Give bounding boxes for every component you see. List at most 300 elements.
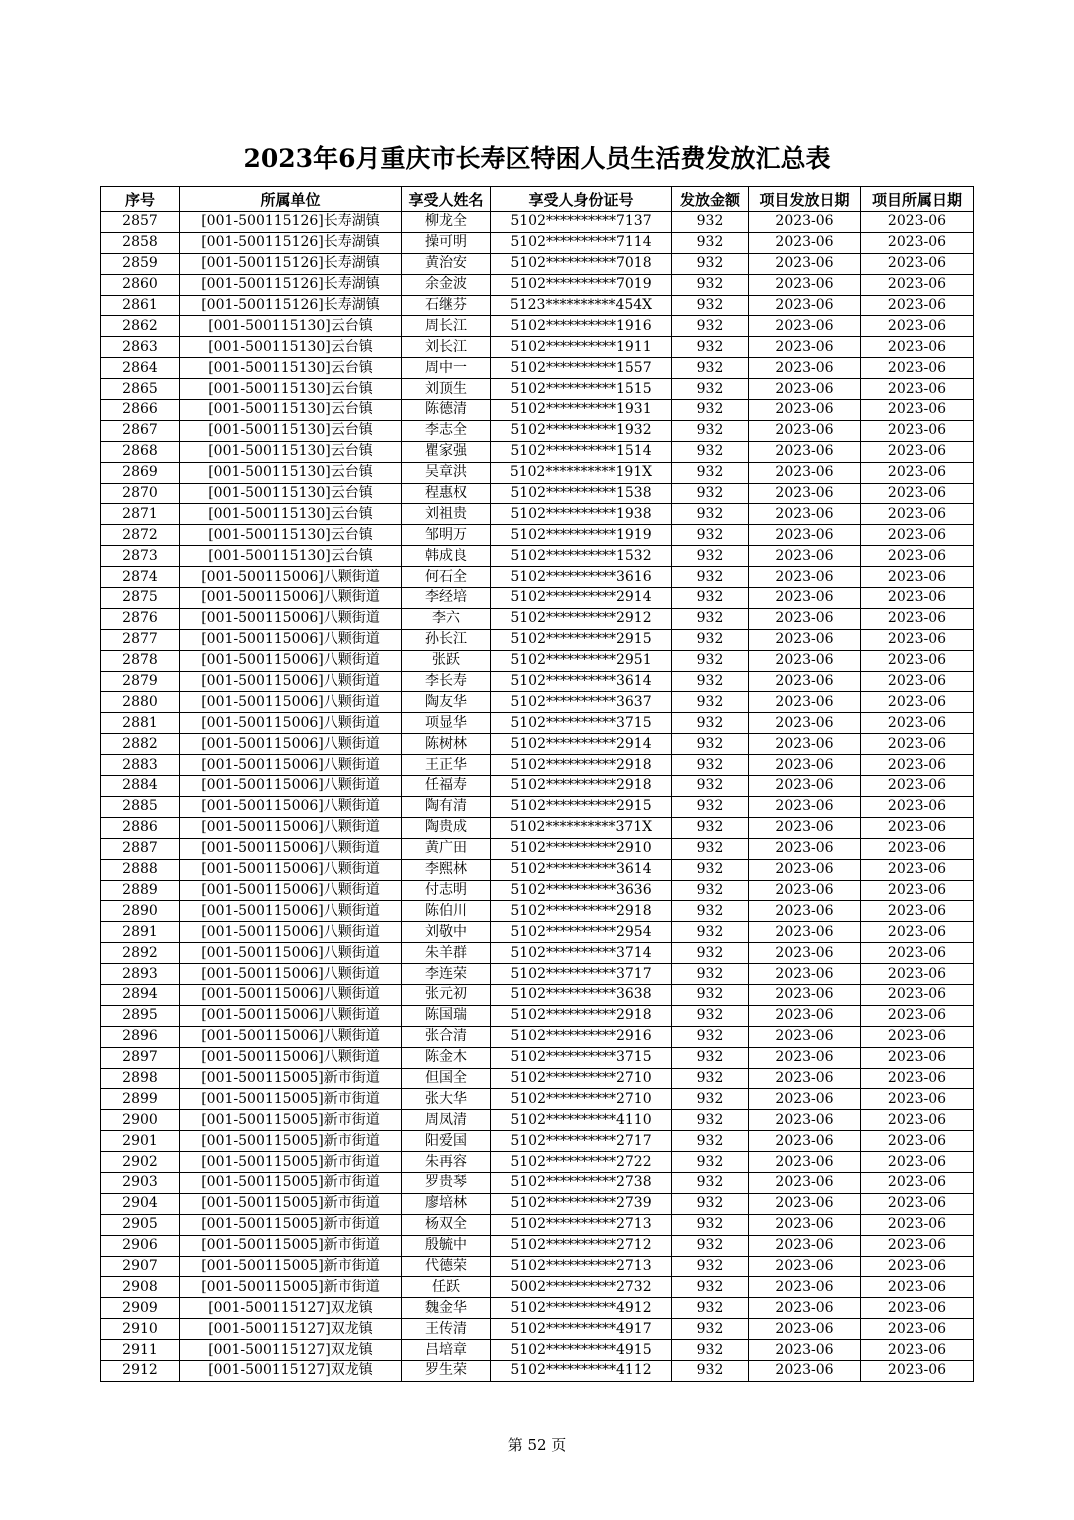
unit-cell: [001-500115130]云台镇 [180,441,402,462]
serial-number-cell: 2861 [101,295,180,316]
column-header: 序号 [101,187,180,212]
id-number-cell: 5102**********2738 [491,1172,672,1193]
unit-cell: [001-500115130]云台镇 [180,546,402,567]
name-cell: 韩成良 [402,546,491,567]
unit-cell: [001-500115005]新市街道 [180,1214,402,1235]
serial-number-cell: 2859 [101,253,180,274]
amount-cell: 932 [672,1152,749,1173]
table-row [101,776,974,797]
serial-number-cell: 2912 [101,1360,180,1381]
serial-number-cell: 2878 [101,650,180,671]
column-header: 所属单位 [180,187,402,212]
name-cell: 刘敬中 [402,922,491,943]
table-row [101,1298,974,1319]
issue-date-cell: 2023-06 [749,650,861,671]
table-row [101,525,974,546]
name-cell: 柳龙全 [402,212,491,233]
table-row [101,274,974,295]
amount-cell: 932 [672,838,749,859]
page-title: 2023年6月重庆市长寿区特困人员生活费发放汇总表 [243,144,831,173]
serial-number-cell: 2870 [101,483,180,504]
name-cell: 王正华 [402,755,491,776]
serial-number-cell: 2893 [101,964,180,985]
serial-number-cell: 2892 [101,943,180,964]
name-cell: 周凤清 [402,1110,491,1131]
issue-date-cell: 2023-06 [749,1360,861,1381]
table-row [101,1214,974,1235]
issue-date-cell: 2023-06 [749,964,861,985]
column-header: 项目所属日期 [861,187,974,212]
issue-date-cell: 2023-06 [749,1047,861,1068]
unit-cell: [001-500115126]长寿湖镇 [180,295,402,316]
name-cell: 朱羊群 [402,943,491,964]
issue-date-cell: 2023-06 [749,859,861,880]
name-cell: 李连荣 [402,964,491,985]
issue-date-cell: 2023-06 [749,1152,861,1173]
unit-cell: [001-500115006]八颗街道 [180,901,402,922]
serial-number-cell: 2911 [101,1340,180,1361]
name-cell: 张大华 [402,1089,491,1110]
period-date-cell: 2023-06 [861,922,974,943]
id-number-cell: 5102**********2739 [491,1193,672,1214]
table-row [101,316,974,337]
serial-number-cell: 2872 [101,525,180,546]
issue-date-cell: 2023-06 [749,1340,861,1361]
id-number-cell: 5102**********2713 [491,1256,672,1277]
serial-number-cell: 2867 [101,420,180,441]
serial-number-cell: 2874 [101,567,180,588]
amount-cell: 932 [672,1298,749,1319]
amount-cell: 932 [672,295,749,316]
period-date-cell: 2023-06 [861,1214,974,1235]
unit-cell: [001-500115006]八颗街道 [180,567,402,588]
unit-cell: [001-500115005]新市街道 [180,1068,402,1089]
period-date-cell: 2023-06 [861,1193,974,1214]
id-number-cell: 5102**********7019 [491,274,672,295]
period-date-cell: 2023-06 [861,713,974,734]
issue-date-cell: 2023-06 [749,713,861,734]
period-date-cell: 2023-06 [861,1131,974,1152]
unit-cell: [001-500115006]八颗街道 [180,650,402,671]
id-number-cell: 5102**********1916 [491,316,672,337]
unit-cell: [001-500115126]长寿湖镇 [180,274,402,295]
period-date-cell: 2023-06 [861,1360,974,1381]
serial-number-cell: 2889 [101,880,180,901]
table-row [101,901,974,922]
serial-number-cell: 2888 [101,859,180,880]
issue-date-cell: 2023-06 [749,1089,861,1110]
amount-cell: 932 [672,212,749,233]
amount-cell: 932 [672,1235,749,1256]
amount-cell: 932 [672,441,749,462]
table-row [101,922,974,943]
amount-cell: 932 [672,734,749,755]
id-number-cell: 5102**********4912 [491,1298,672,1319]
amount-cell: 932 [672,232,749,253]
serial-number-cell: 2910 [101,1319,180,1340]
serial-number-cell: 2885 [101,796,180,817]
issue-date-cell: 2023-06 [749,295,861,316]
id-number-cell: 5102**********1932 [491,420,672,441]
period-date-cell: 2023-06 [861,755,974,776]
unit-cell: [001-500115126]长寿湖镇 [180,232,402,253]
id-number-cell: 5102**********7137 [491,212,672,233]
table-row [101,1319,974,1340]
amount-cell: 932 [672,817,749,838]
serial-number-cell: 2890 [101,901,180,922]
id-number-cell: 5002**********2732 [491,1277,672,1298]
unit-cell: [001-500115005]新市街道 [180,1131,402,1152]
period-date-cell: 2023-06 [861,1277,974,1298]
amount-cell: 932 [672,1193,749,1214]
column-header: 享受人姓名 [402,187,491,212]
table-row [101,504,974,525]
name-cell: 刘顶生 [402,379,491,400]
name-cell: 付志明 [402,880,491,901]
period-date-cell: 2023-06 [861,901,974,922]
amount-cell: 932 [672,420,749,441]
serial-number-cell: 2881 [101,713,180,734]
amount-cell: 932 [672,880,749,901]
amount-cell: 932 [672,1214,749,1235]
serial-number-cell: 2875 [101,588,180,609]
issue-date-cell: 2023-06 [749,1110,861,1131]
unit-cell: [001-500115006]八颗街道 [180,629,402,650]
id-number-cell: 5102**********1538 [491,483,672,504]
table-row [101,1360,974,1381]
period-date-cell: 2023-06 [861,588,974,609]
name-cell: 廖培林 [402,1193,491,1214]
issue-date-cell: 2023-06 [749,671,861,692]
issue-date-cell: 2023-06 [749,1131,861,1152]
serial-number-cell: 2900 [101,1110,180,1131]
id-number-cell: 5102**********1532 [491,546,672,567]
unit-cell: [001-500115006]八颗街道 [180,588,402,609]
id-number-cell: 5102**********2910 [491,838,672,859]
issue-date-cell: 2023-06 [749,838,861,859]
period-date-cell: 2023-06 [861,859,974,880]
name-cell: 陈国瑞 [402,1005,491,1026]
id-number-cell: 5102**********3715 [491,1047,672,1068]
serial-number-cell: 2863 [101,337,180,358]
unit-cell: [001-500115005]新市街道 [180,1089,402,1110]
unit-cell: [001-500115006]八颗街道 [180,671,402,692]
name-cell: 瞿家强 [402,441,491,462]
period-date-cell: 2023-06 [861,1319,974,1340]
period-date-cell: 2023-06 [861,1047,974,1068]
name-cell: 陈德清 [402,400,491,421]
amount-cell: 932 [672,462,749,483]
amount-cell: 932 [672,922,749,943]
amount-cell: 932 [672,483,749,504]
issue-date-cell: 2023-06 [749,1319,861,1340]
name-cell: 陈树林 [402,734,491,755]
name-cell: 王传清 [402,1319,491,1340]
id-number-cell: 5102**********2914 [491,588,672,609]
name-cell: 任福寿 [402,776,491,797]
table-row [101,817,974,838]
id-number-cell: 5102**********2713 [491,1214,672,1235]
name-cell: 陈金木 [402,1047,491,1068]
id-number-cell: 5102**********1911 [491,337,672,358]
period-date-cell: 2023-06 [861,400,974,421]
table-row [101,880,974,901]
unit-cell: [001-500115126]长寿湖镇 [180,253,402,274]
issue-date-cell: 2023-06 [749,483,861,504]
id-number-cell: 5102**********1919 [491,525,672,546]
serial-number-cell: 2882 [101,734,180,755]
unit-cell: [001-500115130]云台镇 [180,358,402,379]
issue-date-cell: 2023-06 [749,358,861,379]
issue-date-cell: 2023-06 [749,232,861,253]
issue-date-cell: 2023-06 [749,943,861,964]
name-cell: 张合清 [402,1026,491,1047]
period-date-cell: 2023-06 [861,316,974,337]
period-date-cell: 2023-06 [861,525,974,546]
id-number-cell: 5102**********2918 [491,901,672,922]
unit-cell: [001-500115005]新市街道 [180,1172,402,1193]
issue-date-cell: 2023-06 [749,776,861,797]
id-number-cell: 5102**********4110 [491,1110,672,1131]
period-date-cell: 2023-06 [861,1026,974,1047]
period-date-cell: 2023-06 [861,504,974,525]
table-row [101,1256,974,1277]
issue-date-cell: 2023-06 [749,274,861,295]
issue-date-cell: 2023-06 [749,901,861,922]
unit-cell: [001-500115006]八颗街道 [180,1026,402,1047]
name-cell: 李熙林 [402,859,491,880]
table-row [101,358,974,379]
table-body [101,212,974,1382]
serial-number-cell: 2896 [101,1026,180,1047]
name-cell: 吕培章 [402,1340,491,1361]
id-number-cell: 5102**********2914 [491,734,672,755]
table-row [101,1152,974,1173]
amount-cell: 932 [672,400,749,421]
id-number-cell: 5102**********2954 [491,922,672,943]
name-cell: 任跃 [402,1277,491,1298]
issue-date-cell: 2023-06 [749,546,861,567]
id-number-cell: 5102**********3714 [491,943,672,964]
serial-number-cell: 2866 [101,400,180,421]
name-cell: 孙长江 [402,629,491,650]
serial-number-cell: 2879 [101,671,180,692]
unit-cell: [001-500115006]八颗街道 [180,692,402,713]
serial-number-cell: 2905 [101,1214,180,1235]
name-cell: 刘长江 [402,337,491,358]
table-row [101,337,974,358]
table-header-row [101,187,974,212]
table-row [101,984,974,1005]
id-number-cell: 5102**********1931 [491,400,672,421]
amount-cell: 932 [672,1005,749,1026]
serial-number-cell: 2901 [101,1131,180,1152]
id-number-cell: 5102**********2722 [491,1152,672,1173]
amount-cell: 932 [672,1110,749,1131]
id-number-cell: 5102**********191X [491,462,672,483]
serial-number-cell: 2903 [101,1172,180,1193]
id-number-cell: 5102**********1514 [491,441,672,462]
name-cell: 但国全 [402,1068,491,1089]
unit-cell: [001-500115005]新市街道 [180,1193,402,1214]
serial-number-cell: 2868 [101,441,180,462]
issue-date-cell: 2023-06 [749,379,861,400]
name-cell: 殷毓中 [402,1235,491,1256]
table-row [101,608,974,629]
table-row [101,379,974,400]
serial-number-cell: 2894 [101,984,180,1005]
period-date-cell: 2023-06 [861,943,974,964]
issue-date-cell: 2023-06 [749,1172,861,1193]
unit-cell: [001-500115006]八颗街道 [180,964,402,985]
unit-cell: [001-500115130]云台镇 [180,420,402,441]
name-cell: 陈伯川 [402,901,491,922]
id-number-cell: 5102**********1557 [491,358,672,379]
unit-cell: [001-500115006]八颗街道 [180,1005,402,1026]
period-date-cell: 2023-06 [861,838,974,859]
id-number-cell: 5102**********4917 [491,1319,672,1340]
amount-cell: 932 [672,964,749,985]
serial-number-cell: 2865 [101,379,180,400]
serial-number-cell: 2857 [101,212,180,233]
unit-cell: [001-500115005]新市街道 [180,1152,402,1173]
table-row [101,859,974,880]
period-date-cell: 2023-06 [861,483,974,504]
serial-number-cell: 2899 [101,1089,180,1110]
name-cell: 黄广田 [402,838,491,859]
amount-cell: 932 [672,984,749,1005]
summary-table [100,186,974,1382]
period-date-cell: 2023-06 [861,1340,974,1361]
name-cell: 程惠权 [402,483,491,504]
period-date-cell: 2023-06 [861,796,974,817]
table-row [101,1235,974,1256]
issue-date-cell: 2023-06 [749,608,861,629]
name-cell: 张跃 [402,650,491,671]
table-row [101,1047,974,1068]
amount-cell: 932 [672,274,749,295]
table-row [101,567,974,588]
period-date-cell: 2023-06 [861,379,974,400]
id-number-cell: 5102**********2918 [491,1005,672,1026]
unit-cell: [001-500115006]八颗街道 [180,922,402,943]
id-number-cell: 5102**********371X [491,817,672,838]
issue-date-cell: 2023-06 [749,734,861,755]
serial-number-cell: 2908 [101,1277,180,1298]
unit-cell: [001-500115127]双龙镇 [180,1360,402,1381]
table-row [101,796,974,817]
issue-date-cell: 2023-06 [749,337,861,358]
issue-date-cell: 2023-06 [749,441,861,462]
amount-cell: 932 [672,901,749,922]
serial-number-cell: 2906 [101,1235,180,1256]
issue-date-cell: 2023-06 [749,755,861,776]
amount-cell: 932 [672,1068,749,1089]
amount-cell: 932 [672,859,749,880]
issue-date-cell: 2023-06 [749,1256,861,1277]
amount-cell: 932 [672,692,749,713]
unit-cell: [001-500115006]八颗街道 [180,608,402,629]
table-row [101,295,974,316]
id-number-cell: 5102**********1515 [491,379,672,400]
name-cell: 李六 [402,608,491,629]
id-number-cell: 5102**********3614 [491,671,672,692]
amount-cell: 932 [672,1172,749,1193]
id-number-cell: 5102**********2712 [491,1235,672,1256]
amount-cell: 932 [672,776,749,797]
id-number-cell: 5102**********2916 [491,1026,672,1047]
serial-number-cell: 2876 [101,608,180,629]
unit-cell: [001-500115005]新市街道 [180,1256,402,1277]
serial-number-cell: 2907 [101,1256,180,1277]
period-date-cell: 2023-06 [861,232,974,253]
amount-cell: 932 [672,1360,749,1381]
period-date-cell: 2023-06 [861,546,974,567]
amount-cell: 932 [672,504,749,525]
table-row [101,1026,974,1047]
issue-date-cell: 2023-06 [749,462,861,483]
id-number-cell: 5102**********2915 [491,629,672,650]
table-row [101,420,974,441]
unit-cell: [001-500115006]八颗街道 [180,755,402,776]
amount-cell: 932 [672,1047,749,1068]
id-number-cell: 5102**********2918 [491,776,672,797]
period-date-cell: 2023-06 [861,964,974,985]
period-date-cell: 2023-06 [861,1256,974,1277]
issue-date-cell: 2023-06 [749,525,861,546]
amount-cell: 932 [672,755,749,776]
serial-number-cell: 2871 [101,504,180,525]
unit-cell: [001-500115127]双龙镇 [180,1298,402,1319]
period-date-cell: 2023-06 [861,567,974,588]
unit-cell: [001-500115006]八颗街道 [180,1047,402,1068]
unit-cell: [001-500115130]云台镇 [180,483,402,504]
name-cell: 陶有清 [402,796,491,817]
unit-cell: [001-500115130]云台镇 [180,337,402,358]
serial-number-cell: 2891 [101,922,180,943]
period-date-cell: 2023-06 [861,1110,974,1131]
serial-number-cell: 2869 [101,462,180,483]
unit-cell: [001-500115006]八颗街道 [180,838,402,859]
table-row [101,1277,974,1298]
period-date-cell: 2023-06 [861,337,974,358]
name-cell: 张元初 [402,984,491,1005]
table-row [101,1172,974,1193]
table-row [101,1110,974,1131]
table-row [101,650,974,671]
name-cell: 李经培 [402,588,491,609]
column-header: 发放金额 [672,187,749,212]
id-number-cell: 5102**********2912 [491,608,672,629]
issue-date-cell: 2023-06 [749,984,861,1005]
period-date-cell: 2023-06 [861,650,974,671]
period-date-cell: 2023-06 [861,608,974,629]
name-cell: 邹明万 [402,525,491,546]
amount-cell: 932 [672,713,749,734]
unit-cell: [001-500115130]云台镇 [180,400,402,421]
id-number-cell: 5102**********4915 [491,1340,672,1361]
amount-cell: 932 [672,567,749,588]
name-cell: 罗生荣 [402,1360,491,1381]
unit-cell: [001-500115006]八颗街道 [180,943,402,964]
amount-cell: 932 [672,1089,749,1110]
serial-number-cell: 2862 [101,316,180,337]
id-number-cell: 5102**********1938 [491,504,672,525]
name-cell: 余金波 [402,274,491,295]
amount-cell: 932 [672,1319,749,1340]
table-row [101,838,974,859]
period-date-cell: 2023-06 [861,358,974,379]
